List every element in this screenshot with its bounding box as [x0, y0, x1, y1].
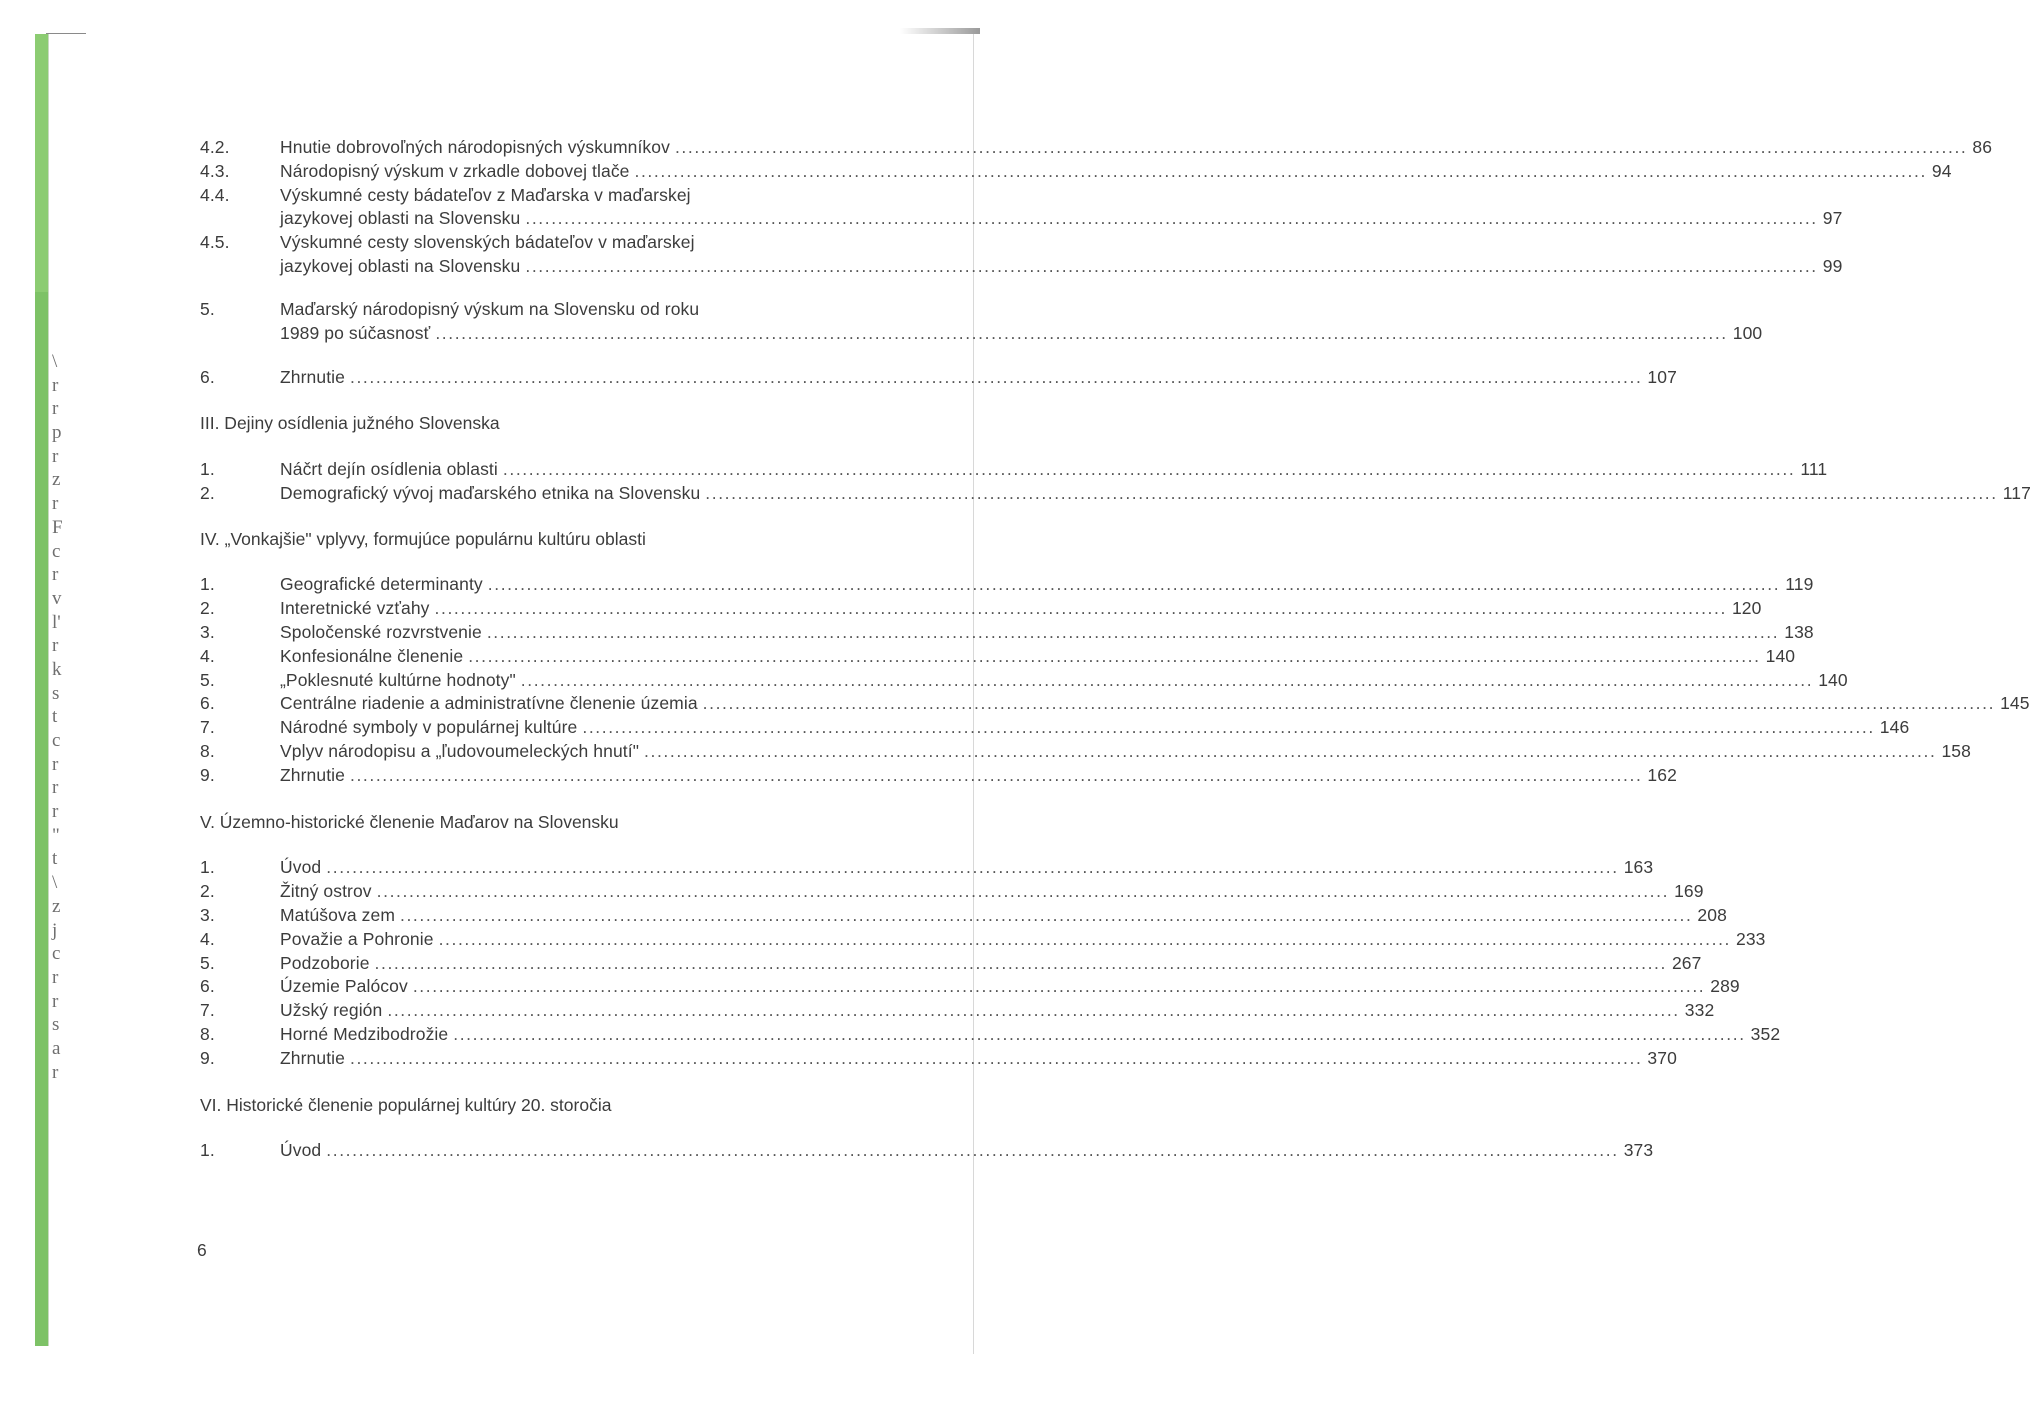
toc-entry-page: 117 [2002, 482, 2031, 503]
toc-entry-4-4-cont[interactable] [200, 207, 1843, 231]
bleed-letter: p [52, 422, 62, 444]
toc-entry-4-4[interactable] [200, 184, 880, 208]
toc-entry-title-line1: Výskumné cesty bádateľov z Maďarska v maďarskej [280, 184, 691, 205]
toc-entry[interactable] [200, 740, 1971, 764]
toc-entry-page: 140 [1818, 669, 1848, 690]
toc-entry-title: Považie a Pohronie [280, 928, 434, 949]
toc-entry-title-line1: Výskumné cesty slovenských bádateľov v maďarskej [280, 232, 695, 253]
chapter-heading-v[interactable]: V. Územno-historické členenie Maďarov na Slovensku [200, 811, 619, 832]
leader-dots: ........................................................................................................................................................................................................ [525, 255, 1818, 276]
toc-entry-title: Podzoborie [280, 952, 370, 973]
toc-entry[interactable] [200, 621, 1814, 645]
toc-entry-number: 6. [200, 693, 215, 714]
toc-entry-title: Národopisný výskum v zrkadle dobovej tlače [280, 160, 630, 181]
bleed-letter: r [52, 374, 59, 396]
bleed-letter: r [52, 777, 59, 799]
bleed-letter: c [52, 540, 61, 562]
bleed-letter: t [52, 706, 58, 728]
bleed-letter: " [52, 824, 60, 846]
leader-dots: ........................................................................................................................................................................................................ [702, 693, 1996, 714]
bleed-letter: z [52, 469, 61, 491]
leader-dots: ........................................................................................................................................................................................................ [374, 952, 1667, 973]
toc-entry-page: 99 [1822, 255, 1843, 276]
toc-entry-page: 111 [1800, 458, 1828, 479]
spine-border [48, 34, 49, 1346]
toc-entry-page: 158 [1941, 740, 1971, 761]
leader-dots: ........................................................................................................................................................................................................ [468, 645, 1761, 666]
leader-dots: ........................................................................................................................................................................................................ [438, 928, 1731, 949]
toc-entry-title: Žitný ostrov [280, 881, 372, 902]
toc-entry-6[interactable] [200, 366, 1677, 390]
page-corner-shadow [900, 28, 980, 34]
toc-entry-number: 3. [200, 904, 215, 925]
toc-entry-4-2[interactable] [200, 136, 1993, 160]
toc-entry-page: 370 [1647, 1047, 1677, 1068]
toc-entry[interactable] [200, 764, 1677, 788]
leader-dots: ........................................................................................................................................................................................................ [435, 322, 1728, 343]
bleed-letter: F [52, 516, 63, 538]
bleed-letter: k [52, 658, 62, 680]
toc-entry-page: 373 [1623, 1140, 1654, 1161]
toc-entry[interactable] [200, 880, 1704, 904]
chapter-iv-entries [200, 573, 2030, 787]
toc-entry-title: Zhrnutie [280, 1047, 345, 1068]
toc-entry[interactable] [200, 928, 1766, 952]
leader-dots: ........................................................................................................................................................................................................ [412, 976, 1706, 997]
bleed-letter: r [52, 564, 59, 586]
toc-entry-page: 138 [1784, 621, 1814, 642]
toc-entry[interactable] [200, 952, 1702, 976]
toc-entry-number: 4.3. [200, 160, 230, 181]
toc-entry-title-line1: Maďarský národopisný výskum na Slovensku od roku [280, 298, 700, 319]
toc-entry-title: Územie Palócov [280, 976, 408, 997]
toc-entry-page: 208 [1697, 904, 1727, 925]
chapter-v-entries [200, 856, 1781, 1070]
toc-entry[interactable] [200, 1023, 1781, 1047]
bleed-letter: r [52, 801, 59, 823]
leader-dots: ........................................................................................................................................................................................................ [705, 482, 1998, 503]
leader-dots: ........................................................................................................................................................................................................ [487, 574, 1781, 595]
green-spine-highlight [35, 34, 48, 292]
toc-entry-number: 3. [200, 621, 215, 642]
toc-entry[interactable] [200, 1047, 1677, 1071]
toc-entry-number: 7. [200, 717, 215, 738]
toc-entry-4-5[interactable] [200, 231, 880, 255]
toc-entry[interactable] [200, 645, 1796, 669]
toc-entry-page: 267 [1671, 952, 1702, 973]
toc-entry-title: Interetnické vzťahy [280, 598, 430, 619]
toc-entry-5[interactable] [200, 298, 880, 322]
toc-entry-page: 120 [1731, 598, 1762, 619]
toc-entry-page: 86 [1972, 137, 1993, 157]
leader-dots: ........................................................................................................................................................................................................ [350, 764, 1643, 785]
chapter-iii-entries [200, 458, 2031, 506]
toc-entry-number: 4.2. [200, 137, 230, 157]
bleed-letter: t [52, 848, 58, 870]
chapter-heading-vi[interactable]: VI. Historické členenie populárnej kultúry 20. storočia [200, 1094, 612, 1115]
bleed-letter: r [52, 990, 59, 1012]
toc-entry-title: Konfesionálne členenie [280, 645, 464, 666]
toc-entry-number: 1. [200, 458, 215, 479]
leader-dots: ........................................................................................................................................................................................................ [486, 621, 1780, 642]
bleed-letter: r [52, 1061, 59, 1083]
bleed-letter: c [52, 943, 61, 965]
leader-dots: ........................................................................................................................................................................................................ [350, 1047, 1643, 1068]
bleed-letter: l' [52, 611, 61, 633]
toc-entry-page: 169 [1674, 881, 1704, 902]
chapter-heading-iv[interactable]: IV. „Vonkajšie" vplyvy, formujúce populárnu kultúru oblasti [200, 528, 646, 549]
toc-entry-number: 4.4. [200, 184, 230, 205]
toc-entry-title: Demografický vývoj maďarského etnika na Slovensku [280, 482, 701, 503]
leader-dots: ........................................................................................................................................................................................................ [674, 137, 1968, 157]
bleed-letter: r [52, 398, 59, 420]
toc-entry-title: Matúšova zem [280, 904, 395, 925]
bleed-letter: r [52, 635, 59, 657]
toc-entry-page: 233 [1736, 928, 1766, 949]
leader-dots: ........................................................................................................................................................................................................ [644, 740, 1937, 761]
leader-dots: ........................................................................................................................................................................................................ [502, 458, 1796, 479]
toc-entry[interactable] [200, 597, 1762, 621]
toc-entry-title: „Poklesnuté kultúrne hodnoty" [280, 669, 516, 690]
bleed-letter: r [52, 966, 59, 988]
bleed-letter: v [52, 587, 62, 609]
toc-entry[interactable] [200, 482, 2031, 506]
toc-entry-page: 140 [1765, 645, 1796, 666]
chapter-heading-iii[interactable]: III. Dejiny osídlenia južného Slovenska [200, 413, 500, 434]
toc-entry-page: 162 [1647, 764, 1677, 785]
toc-entry[interactable] [200, 573, 1814, 597]
toc-entry-page: 107 [1647, 367, 1677, 388]
toc-entry[interactable] [200, 999, 1715, 1023]
toc-entry-page: 119 [1785, 574, 1814, 595]
toc-entry-5-cont[interactable] [200, 322, 1763, 346]
bleed-letter: c [52, 730, 61, 751]
toc-entry-4-3[interactable] [200, 160, 1952, 184]
toc-entry-title: Horné Medzibodrožie [280, 1023, 449, 1044]
table-of-contents [200, 136, 2031, 1163]
toc-entry-number: 4.5. [200, 232, 230, 253]
page-number: 6 [197, 1240, 207, 1260]
toc-entry-number: 9. [200, 764, 215, 785]
bleed-letter: s [52, 1014, 60, 1036]
toc-entry-page: 100 [1732, 322, 1763, 343]
toc-entry-title-line2: 1989 po súčasnosť [280, 322, 431, 343]
leader-dots: ........................................................................................................................................................................................................ [525, 208, 1818, 229]
toc-entry-title: Náčrt dejín osídlenia oblasti [280, 458, 498, 479]
bleed-letter: z [52, 895, 61, 917]
toc-entry-title-line2: jazykovej oblasti na Slovensku [280, 208, 521, 229]
toc-entry-number: 5. [200, 298, 215, 319]
bleed-letter: j [52, 919, 58, 941]
toc-entry-number: 5. [200, 669, 215, 690]
toc-entry-number: 7. [200, 1000, 215, 1021]
bleed-through-text [52, 350, 72, 1084]
toc-entry-title-line2: jazykovej oblasti na Slovensku [280, 255, 521, 276]
toc-entry-title: Národné symboly v populárnej kultúre [280, 717, 578, 738]
toc-entry-page: 163 [1623, 857, 1654, 878]
leader-dots: ........................................................................................................................................................................................................ [326, 857, 1619, 878]
toc-entry-title: Geografické determinanty [280, 574, 483, 595]
toc-entry-title: Spoločenské rozvrstvenie [280, 621, 482, 642]
bleed-letter: \ [52, 351, 58, 372]
toc-entry-number: 9. [200, 1047, 215, 1068]
toc-entry-4-5-cont[interactable] [200, 255, 1843, 279]
leader-dots: ........................................................................................................................................................................................................ [350, 367, 1643, 388]
toc-entry-number: 2. [200, 482, 215, 503]
bleed-letter: r [52, 753, 59, 775]
toc-entry-number: 8. [200, 740, 215, 761]
toc-entry-page: 94 [1931, 160, 1952, 181]
leader-dots: ........................................................................................................................................................................................................ [634, 160, 1927, 181]
toc-entry-number: 2. [200, 881, 215, 902]
leader-dots: ........................................................................................................................................................................................................ [453, 1023, 1746, 1044]
toc-entry[interactable] [200, 904, 1727, 928]
toc-entry-number: 1. [200, 1140, 215, 1161]
bleed-letter: \ [52, 872, 58, 894]
toc-entry-number: 5. [200, 952, 215, 973]
leader-dots: ........................................................................................................................................................................................................ [582, 717, 1875, 738]
toc-entry-title: Zhrnutie [280, 764, 345, 785]
toc-entry-title: Úvod [280, 1140, 322, 1161]
toc-entry[interactable] [200, 1139, 1654, 1163]
toc-entry-number: 2. [200, 598, 215, 619]
leader-dots: ........................................................................................................................................................................................................ [520, 669, 1814, 690]
chapter-vi-entries [200, 1139, 1654, 1163]
toc-entry-number: 6. [200, 976, 215, 997]
leader-dots: ........................................................................................................................................................................................................ [376, 881, 1670, 902]
toc-entry-page: 145 [2000, 693, 2030, 714]
bleed-letter: r [52, 493, 59, 515]
toc-entry[interactable] [200, 716, 1910, 740]
toc-entry[interactable] [200, 856, 1654, 880]
toc-entry-number: 4. [200, 645, 215, 666]
toc-entry-page: 289 [1710, 976, 1740, 997]
toc-entry[interactable] [200, 975, 1740, 999]
toc-entry-title: Hnutie dobrovoľných národopisných výskumníkov [280, 137, 670, 157]
toc-entry-title: Užský región [280, 1000, 383, 1021]
bleed-letter: s [52, 682, 60, 704]
toc-entry[interactable] [200, 458, 1828, 482]
toc-entry[interactable] [200, 692, 2030, 716]
bleed-letter: r [52, 445, 59, 467]
page-top-edge [46, 33, 86, 34]
toc-entry-page: 352 [1750, 1023, 1781, 1044]
leader-dots: ........................................................................................................................................................................................................ [326, 1140, 1619, 1161]
leader-dots: ........................................................................................................................................................................................................ [400, 904, 1693, 925]
toc-entry-number: 1. [200, 574, 215, 595]
leader-dots: ........................................................................................................................................................................................................ [387, 1000, 1680, 1021]
toc-entry-title: Centrálne riadenie a administratívne členenie územia [280, 693, 698, 714]
toc-entry-page: 146 [1879, 717, 1910, 738]
leader-dots: ........................................................................................................................................................................................................ [434, 598, 1727, 619]
toc-entry-number: 8. [200, 1023, 215, 1044]
toc-entry-number: 6. [200, 367, 215, 388]
toc-entry-title: Úvod [280, 857, 322, 878]
toc-entry-number: 1. [200, 857, 215, 878]
toc-entry-page: 332 [1684, 1000, 1715, 1021]
bleed-letter: a [52, 1037, 61, 1059]
toc-entry[interactable] [200, 669, 1848, 693]
toc-entry-title: Zhrnutie [280, 367, 345, 388]
toc-entry-page: 97 [1822, 208, 1843, 229]
toc-entry-title: Vplyv národopisu a „ľudovoumeleckých hnutí" [280, 740, 640, 761]
toc-entry-number: 4. [200, 928, 215, 949]
